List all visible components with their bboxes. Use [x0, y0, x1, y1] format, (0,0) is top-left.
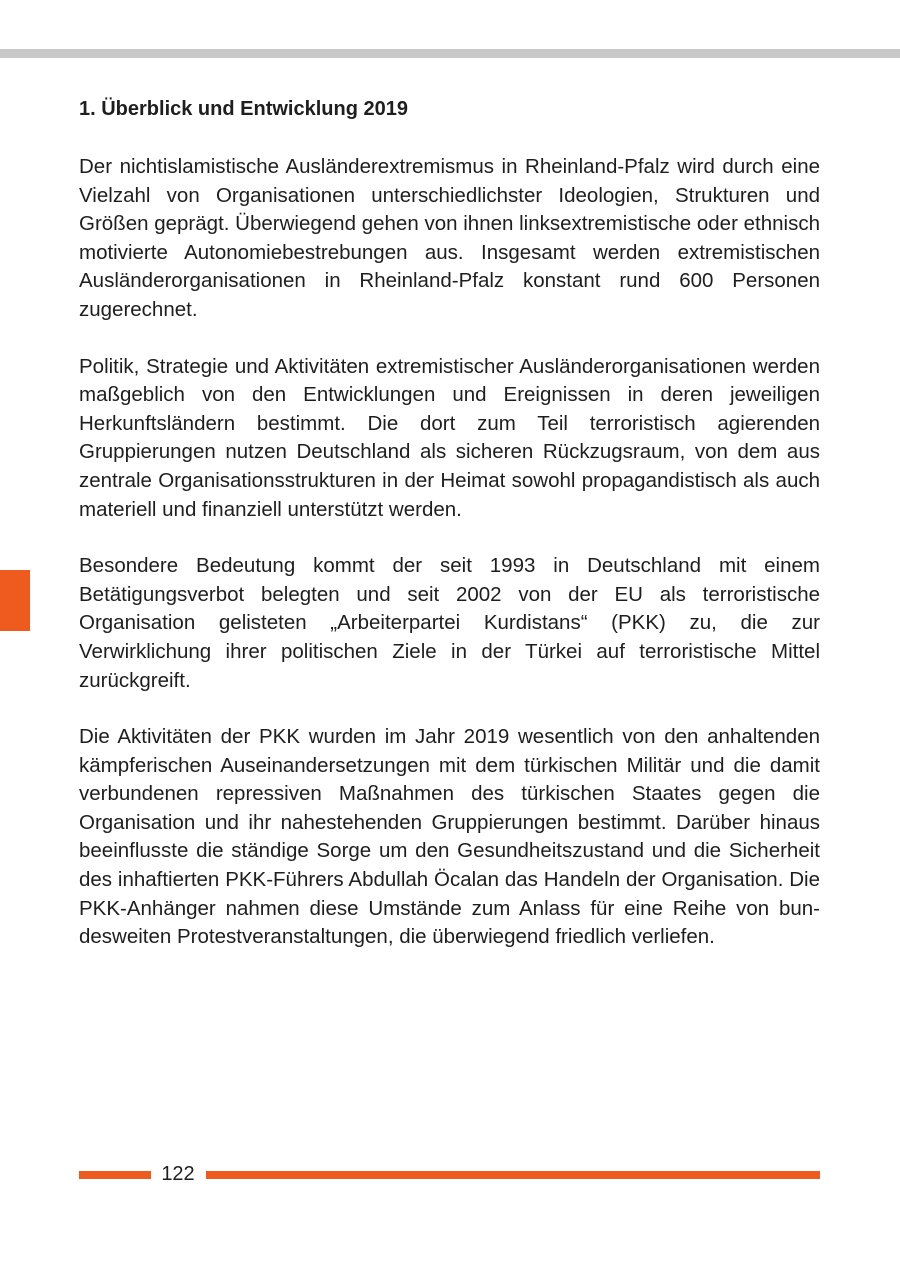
section-heading: 1. Überblick und Entwicklung 2019 [79, 98, 408, 120]
paragraph-pkk-activities: Die Aktivitäten der PKK wurden im Jahr 2019 wesentlich von den anhaltenden kämpferischen Auseinandersetzungen mit dem türkischen Militär und die damit verbundenen repressiven Maßnahmen des türkischen Staates gegen die Organisation und ihr nahestehenden Gruppierungen bestimmt. Darüber hinaus beeinflusste die ständige Sorge um den Gesundheitszustand und die Sicherheit des inhaftierten PKK-Führers Abdullah Öcalan das Handeln der Organisation. Die PKK-Anhänger nahmen diese Umstände zum Anlass für eine Reihe von bundesweiten Protestveranstaltungen, die überwiegend friedlich verliefen. [79, 725, 820, 949]
top-header-rule [0, 49, 900, 58]
paragraph-overview: Der nichtislamistische Ausländerextremismus in Rheinland-Pfalz wird durch eine Vielzahl von Organisationen unterschiedlichster Ideologien, Strukturen und Größen geprägt. Überwiegend gehen von ihnen linksextremistische oder ethnisch motivierte Autonomiebestrebungen aus. Insgesamt werden extremistischen Ausländerorganisationen in Rheinland-Pfalz konstant rund 600 Personen zugerechnet. [79, 155, 820, 321]
footer-bar-left [79, 1171, 151, 1179]
page-content [79, 95, 820, 980]
paragraph-pkk-significance: Besondere Bedeutung kommt der seit 1993 in Deutschland mit einem Betätigungsverbot belegten und seit 2002 von der EU als terroristische Organisation gelisteten „Arbeiterpartei Kurdistans“ (PKK) zu, die zur Verwirklichung ihrer politischen Ziele in der Türkei auf terroristische Mittel zurückgreift. [79, 554, 820, 692]
footer-bar-right [206, 1171, 820, 1179]
paragraph-politics: Politik, Strategie und Aktivitäten extremistischer Ausländerorganisationen werden maßgeblich von den Entwicklungen und Ereignissen in deren jeweiligen Herkunftsländern bestimmt. Die dort zum Teil terroristisch agierenden Gruppierungen nutzen Deutschland als sicheren Rückzugsraum, von dem aus zentrale Organisationsstrukturen in der Heimat sowohl propagandistisch als auch materiell und finanziell unterstützt werden. [79, 354, 820, 521]
chapter-side-tab [0, 570, 30, 631]
page-footer [79, 1160, 820, 1188]
page-number: 122 [161, 1163, 195, 1185]
